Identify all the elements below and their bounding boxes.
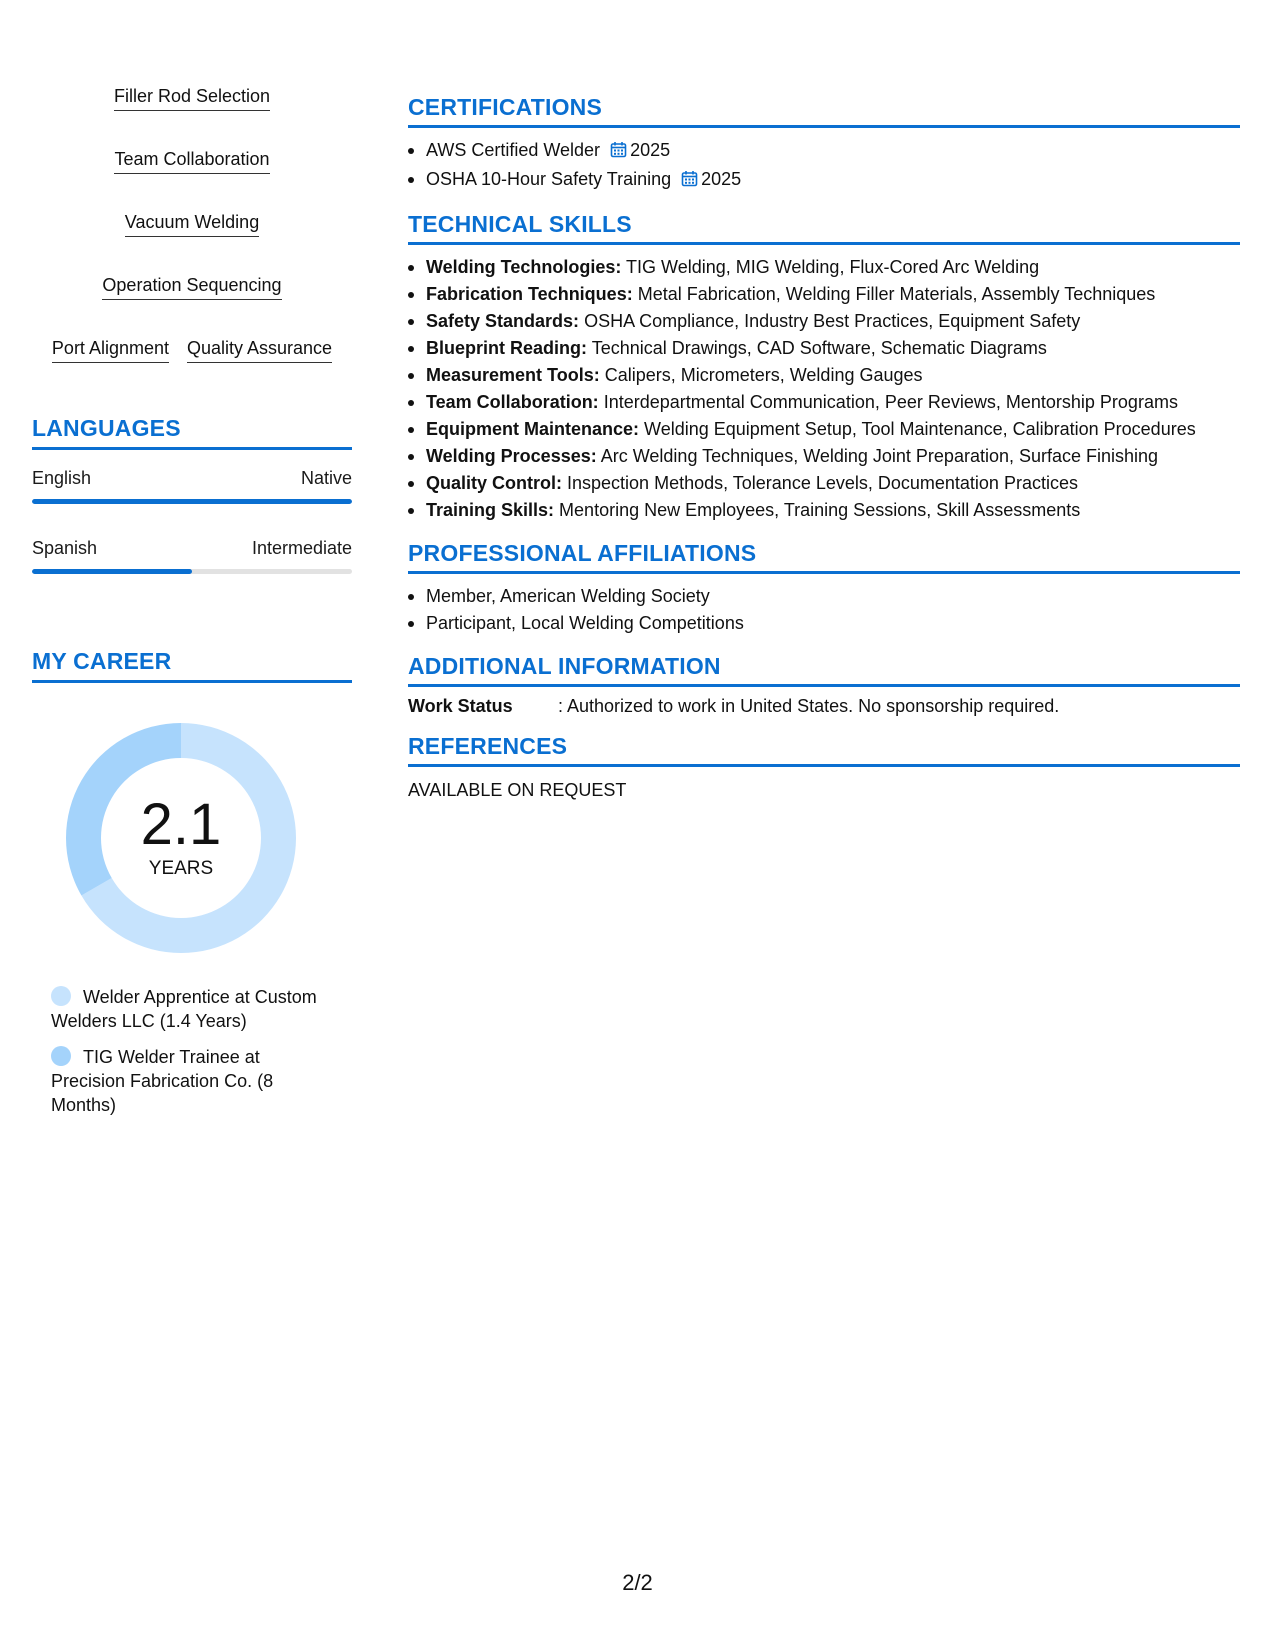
skill-category: Training Skills:	[426, 500, 555, 520]
skill-details: Interdepartmental Communication, Peer Reviews, Mentorship Programs	[603, 392, 1178, 412]
skill-details: Arc Welding Techniques, Welding Joint Preparation, Surface Finishing	[600, 446, 1159, 466]
language-level: Native	[300, 468, 352, 488]
career-legend-item	[51, 1045, 322, 1117]
skill-category: Welding Processes:	[426, 446, 597, 466]
left-column	[32, 84, 352, 1129]
skill-details: Welding Equipment Setup, Tool Maintenance, Calibration Procedures	[644, 419, 1196, 439]
career-total-years: 2.1	[140, 792, 222, 857]
skill-details: OSHA Compliance, Industry Best Practices, Equipment Safety	[584, 311, 1081, 331]
skill-tags	[32, 84, 352, 363]
technical-skill-item	[408, 335, 1240, 362]
references-section	[408, 733, 1240, 801]
technical-skills-heading: TECHNICAL SKILLS	[408, 211, 1240, 245]
skill-tag: Vacuum Welding	[125, 210, 259, 237]
technical-skill-item	[408, 416, 1240, 443]
technical-skill-item	[408, 497, 1240, 524]
legend-dot	[51, 1046, 71, 1066]
technical-skills-list	[408, 254, 1240, 524]
right-column	[408, 94, 1240, 817]
affiliation-item: Member, American Welding Society	[408, 583, 1240, 610]
skill-category: Quality Control:	[426, 473, 562, 493]
skill-tag: Port Alignment	[52, 336, 169, 363]
skill-tag: Team Collaboration	[114, 147, 269, 174]
career-legend-label: Welder Apprentice at Custom Welders LLC (1.4 Years)	[51, 987, 317, 1031]
technical-skill-item	[408, 308, 1240, 335]
skill-details: Technical Drawings, CAD Software, Schematic Diagrams	[591, 338, 1047, 358]
skill-details: Metal Fabrication, Welding Filler Materials, Assembly Techniques	[637, 284, 1156, 304]
career-total-unit: YEARS	[148, 858, 214, 879]
additional-info-heading: ADDITIONAL INFORMATION	[408, 653, 1240, 687]
certification-item	[408, 166, 1240, 195]
skill-details: Inspection Methods, Tolerance Levels, Documentation Practices	[567, 473, 1078, 493]
skill-details: Calipers, Micrometers, Welding Gauges	[604, 365, 923, 385]
language-item	[32, 538, 352, 574]
skill-tag: Operation Sequencing	[102, 273, 281, 300]
affiliations-heading: PROFESSIONAL AFFILIATIONS	[408, 540, 1240, 574]
skill-category: Welding Technologies:	[426, 257, 622, 277]
page-number: 2/2	[622, 1570, 653, 1595]
certification-name: OSHA 10-Hour Safety Training	[426, 169, 672, 189]
language-proficiency-bar	[32, 499, 352, 504]
certification-year: 2025	[630, 140, 671, 160]
affiliations-list	[408, 583, 1240, 637]
skill-category: Measurement Tools:	[426, 365, 600, 385]
languages-heading: LANGUAGES	[32, 415, 352, 450]
skill-category: Team Collaboration:	[426, 392, 599, 412]
additional-info-section	[408, 653, 1240, 717]
technical-skill-item	[408, 389, 1240, 416]
languages-section	[32, 415, 352, 574]
work-status-value: : Authorized to work in United States. No sponsorship required.	[558, 696, 1060, 716]
skill-details: Mentoring New Employees, Training Sessions, Skill Assessments	[559, 500, 1081, 520]
technical-skill-item	[408, 362, 1240, 389]
technical-skill-item	[408, 281, 1240, 308]
references-heading: REFERENCES	[408, 733, 1240, 767]
affiliation-item: Participant, Local Welding Competitions	[408, 610, 1240, 637]
certification-name: AWS Certified Welder	[426, 140, 601, 160]
technical-skills-section	[408, 211, 1240, 524]
skill-tag: Quality Assurance	[187, 336, 332, 363]
career-legend	[32, 985, 322, 1117]
certification-year: 2025	[701, 169, 742, 189]
legend-dot	[51, 986, 71, 1006]
language-proficiency-fill	[32, 499, 352, 504]
certifications-section	[408, 94, 1240, 195]
certifications-heading: CERTIFICATIONS	[408, 94, 1240, 128]
career-donut-chart	[66, 723, 296, 953]
certifications-list	[408, 137, 1240, 195]
language-name: Spanish	[32, 538, 98, 558]
career-heading: MY CAREER	[32, 648, 352, 683]
affiliations-section	[408, 540, 1240, 637]
career-section	[32, 648, 352, 1117]
references-text: AVAILABLE ON REQUEST	[408, 780, 627, 800]
skill-category: Fabrication Techniques:	[426, 284, 633, 304]
technical-skill-item	[408, 470, 1240, 497]
language-level: Intermediate	[251, 538, 352, 558]
technical-skill-item	[408, 254, 1240, 281]
language-name: English	[32, 468, 92, 488]
skill-category: Safety Standards:	[426, 311, 580, 331]
calendar-icon	[681, 168, 698, 195]
calendar-icon	[610, 139, 627, 166]
skill-category: Blueprint Reading:	[426, 338, 587, 358]
donut-center	[66, 723, 296, 953]
career-legend-item	[51, 985, 322, 1033]
work-status-row	[408, 696, 1240, 717]
language-proficiency-bar	[32, 569, 352, 574]
language-proficiency-fill	[32, 569, 192, 574]
language-item	[32, 468, 352, 504]
skill-category: Equipment Maintenance:	[426, 419, 640, 439]
skill-tag: Filler Rod Selection	[114, 84, 270, 111]
technical-skill-item	[408, 443, 1240, 470]
career-legend-label: TIG Welder Trainee at Precision Fabrication Co. (8 Months)	[51, 1047, 274, 1115]
work-status-label: Work Status	[408, 696, 513, 716]
certification-item	[408, 137, 1240, 166]
skill-details: TIG Welding, MIG Welding, Flux-Cored Arc Welding	[626, 257, 1040, 277]
